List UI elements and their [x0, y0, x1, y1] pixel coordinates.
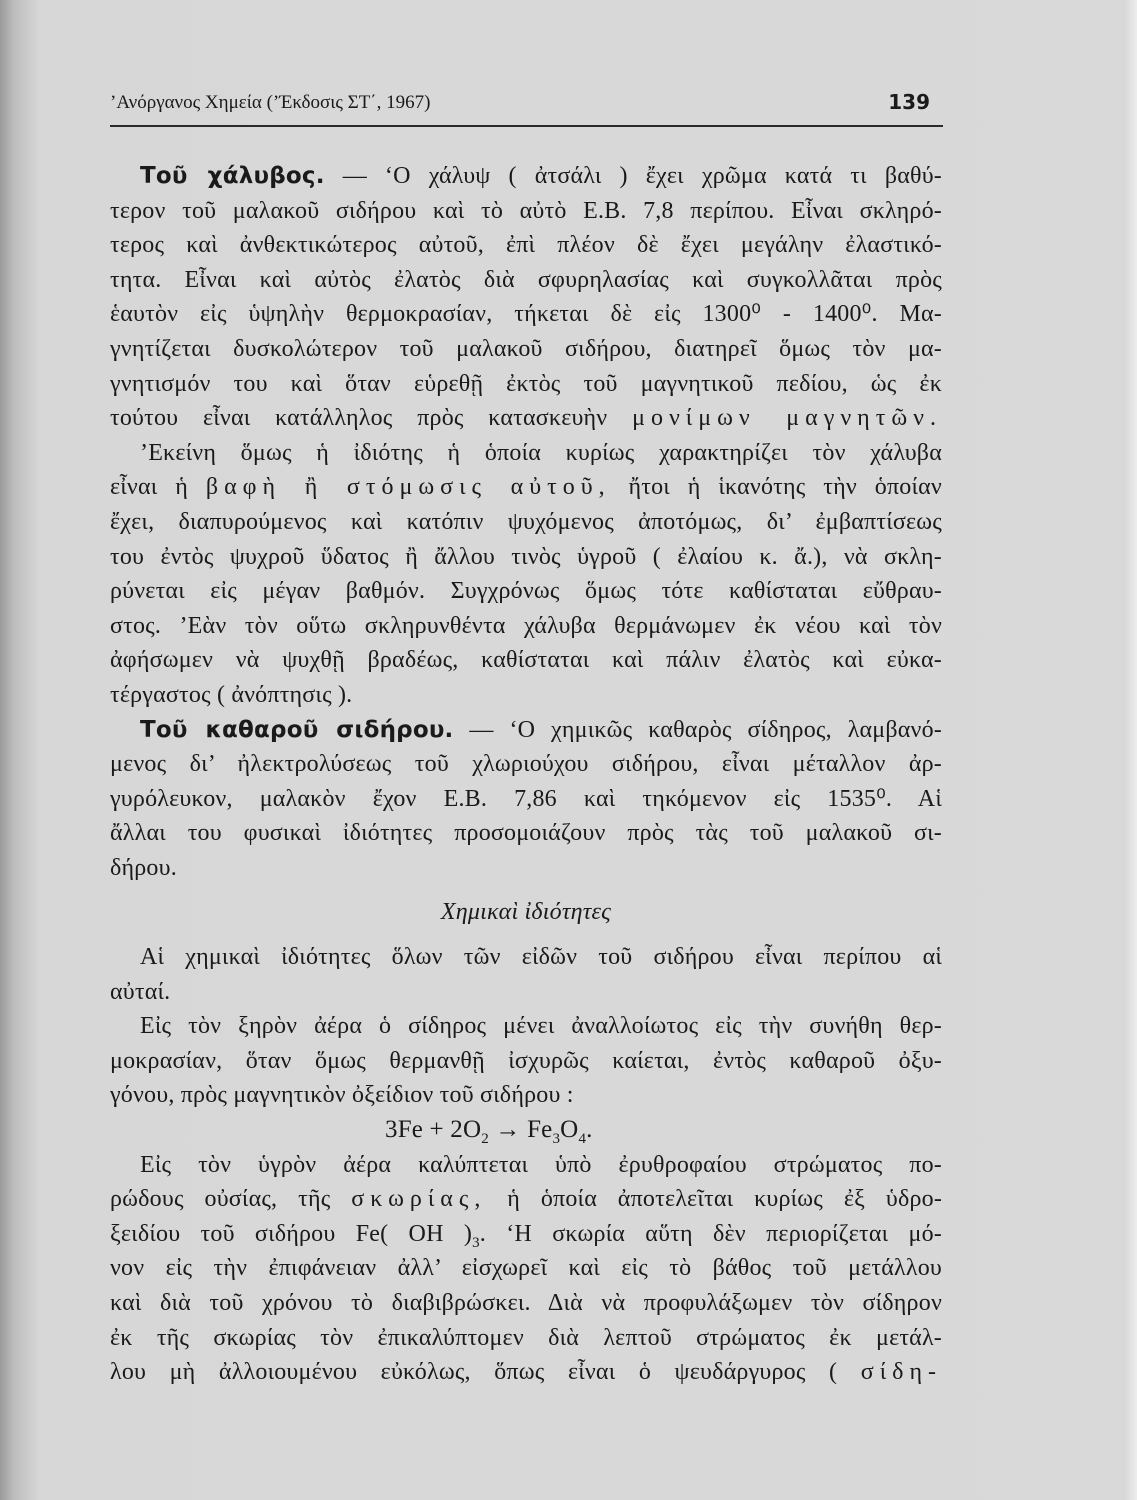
text-fragment: . ‘Η σκωρία αὕτη δὲν περιορίζεται μό-	[479, 1220, 942, 1247]
text-line: τητα. Εἶναι καὶ αὐτὸς ἐλατὸς διὰ σφυρηλασίας καὶ συγκολλᾶται πρὸς	[110, 266, 942, 293]
text-line: μοκρασίαν, ὅταν ὅμως θερμανθῇ ἰσχυρῶς καίεται, ἐντὸς καθαροῦ ὀξυ-	[110, 1047, 942, 1074]
text-line	[110, 470, 942, 505]
text-line: γνητίζεται δυσκολώτερον τοῦ μαλακοῦ σιδήρου, διατηρεῖ ὅμως τὸν μα-	[110, 335, 942, 362]
text-line: ἔχει, διαπυρούμενος καὶ κατόπιν ψυχόμενος ἀποτόμως, δι’ ἐμβαπτίσεως	[110, 508, 942, 535]
page-number: 139	[888, 90, 930, 114]
spacer	[110, 885, 942, 895]
text-line: Εἰς τὸν ξηρὸν ἀέρα ὁ σίδηρος μένει ἀναλλοίωτος εἰς τὴν συνήθη θερ-	[140, 1013, 942, 1040]
text-fragment: ξειδίου τοῦ σιδήρου Fe( OH )	[110, 1220, 473, 1247]
spacer	[110, 930, 942, 940]
text-line: ἐκ τῆς σκωρίας τὸν ἐπικαλύπτομεν διὰ λεπτοῦ στρώματος ἐκ μετάλ-	[110, 1324, 942, 1351]
text-line: δήρου.	[110, 854, 177, 881]
text-line: ’Εκείνη ὅμως ἡ ἰδιότης ἡ ὁποία κυρίως χαρακτηρίζει τὸν χάλυβα	[140, 439, 942, 466]
text-line: τέργαστος ( ἀνόπτησις ).	[110, 681, 353, 708]
text-fragment: τούτου εἶναι κατάλληλος πρὸς κατασκευὴν	[110, 405, 608, 432]
text-line: γυρόλευκον, μαλακὸν ἔχον Ε.Β. 7,86 καὶ τηκόμενον εἰς 1535⁰. Αἱ	[110, 785, 942, 812]
text-line: ἄλλαι του φυσικαὶ ἰδιότητες προσομοιάζουν πρὸς τὰς τοῦ μαλακοῦ σι-	[110, 820, 942, 847]
text-fragment: εἶναι ἡ	[110, 474, 189, 501]
text-line	[110, 401, 942, 436]
emphasis-spaced: σκωρίας,	[351, 1186, 487, 1213]
text-line: του ἐντὸς ψυχροῦ ὕδατος ἢ ἄλλου τινὸς ὑγροῦ ( ἐλαίου κ. ἄ.), νὰ σκλη-	[110, 543, 942, 570]
text-line: μενος δι’ ἠλεκτρολύσεως τοῦ χλωριούχου σιδήρου, εἶναι μέταλλον ἀρ-	[110, 751, 942, 778]
eq-subscript: 3	[552, 1131, 561, 1148]
text-line: ρύνεται εἰς μέγαν βαθμόν. Συγχρόνως ὅμως τότε καθίσταται εὔθραυ-	[110, 578, 942, 605]
text-line: αὐταί.	[110, 978, 171, 1005]
text-line: ἀφήσωμεν νὰ ψυχθῇ βραδέως, καθίσταται καὶ πάλιν ἐλατὸς καὶ εὐκα-	[110, 647, 942, 674]
text-line	[110, 1182, 942, 1217]
text-line	[110, 713, 942, 748]
running-title: ’Ανόργανος Χημεία (’Έκδοσις ΣΤ΄, 1967)	[110, 92, 431, 113]
eq-subscript: 4	[578, 1131, 587, 1148]
emphasis-spaced: βαφὴ ἢ στόμωσις αὐτοῦ,	[205, 474, 611, 501]
eq-part: .	[586, 1116, 593, 1144]
page-edge	[1123, 0, 1137, 1500]
eq-part: 3Fe + 2O	[385, 1116, 482, 1144]
formula-subscript: 3	[472, 1234, 480, 1251]
text-fragment: ἤτοι ἡ ἱκανότης τὴν ὁποίαν	[628, 474, 942, 501]
text-line	[110, 1355, 942, 1390]
text-line: Εἰς τὸν ὑγρὸν ἀέρα καλύπτεται ὑπὸ ἐρυθροφαίου στρώματος πο-	[140, 1151, 942, 1178]
text-line: ἑαυτὸν εἰς ὑψηλὴν θερμοκρασίαν, τήκεται δὲ εἰς 1300⁰ - 1400⁰. Μα-	[110, 301, 942, 328]
header-rule	[110, 125, 943, 127]
section-title-chemical: Χημικαὶ ἰδιότητες	[440, 899, 612, 926]
text-line: Αἱ χημικαὶ ἰδιότητες ὅλων τῶν εἰδῶν τοῦ σιδήρου εἶναι περίπου αἱ	[140, 944, 942, 971]
text-line: τερον τοῦ μαλακοῦ σιδήρου καὶ τὸ αὐτὸ Ε.Β. 7,8 περίπου. Εἶναι σκληρό-	[110, 197, 942, 224]
text-line: τερος καὶ ἀνθεκτικώτερος αὐτοῦ, ἐπὶ πλέον δὲ ἔχει μεγάλην ἐλαστικό-	[110, 232, 942, 259]
section-heading-pure-iron: Τοῦ καθαροῦ σιδήρου.	[140, 716, 454, 743]
eq-subscript: 2	[481, 1131, 489, 1148]
text-fragment: ρώδους οὐσίας, τῆς	[110, 1186, 331, 1213]
text-line: καὶ διὰ τοῦ χρόνου τὸ διαβιβρώσκει. Διὰ νὰ προφυλάξωμεν τὸν σίδηρον	[110, 1290, 942, 1316]
text-fragment: ἡ ὁποία ἀποτελεῖται κυρίως ἐξ ὑδρο-	[507, 1186, 942, 1213]
text-line: γόνου, πρὸς μαγνητικὸν ὀξείδιον τοῦ σιδήρου :	[110, 1082, 574, 1109]
text-line: στος. ’Εὰν τὸν οὕτω σκληρυνθέντα χάλυβα θερμάνωμεν ἐκ νέου καὶ τὸν	[110, 612, 942, 639]
section-heading-steel: Τοῦ χάλυβος.	[140, 163, 325, 189]
emphasis-spaced: μονίμων μαγνητῶν.	[632, 405, 942, 432]
emphasis-spaced: σίδη-	[860, 1359, 942, 1386]
text-fragment: — ‘Ο χημικῶς καθαρὸς σίδηρος, λαμβανό-	[469, 716, 942, 743]
text-line	[110, 159, 942, 194]
text-line	[110, 1217, 942, 1252]
page-body	[110, 159, 942, 1390]
eq-part: O	[560, 1116, 579, 1144]
text-fragment: λου μὴ ἀλλοιουμένου εὐκόλως, ὅπως εἶναι ὁ ψευδάργυρος (	[110, 1359, 838, 1386]
text-line: νον εἰς τὴν ἐπιφάνειαν ἀλλ’ εἰσχωρεῖ καὶ εἰς τὸ βάθος τοῦ μετάλλου	[110, 1255, 942, 1282]
eq-part: → Fe	[488, 1116, 553, 1144]
text-fragment: — ‘Ο χάλυψ ( ἀτσάλι ) ἔχει χρῶμα κατά τι βαθύ-	[342, 163, 942, 189]
text-line: γνητισμόν του καὶ ὅταν εὑρεθῇ ἐκτὸς τοῦ μαγνητικοῦ πεδίου, ὡς ἐκ	[110, 370, 942, 397]
chemical-equation	[110, 1113, 942, 1148]
